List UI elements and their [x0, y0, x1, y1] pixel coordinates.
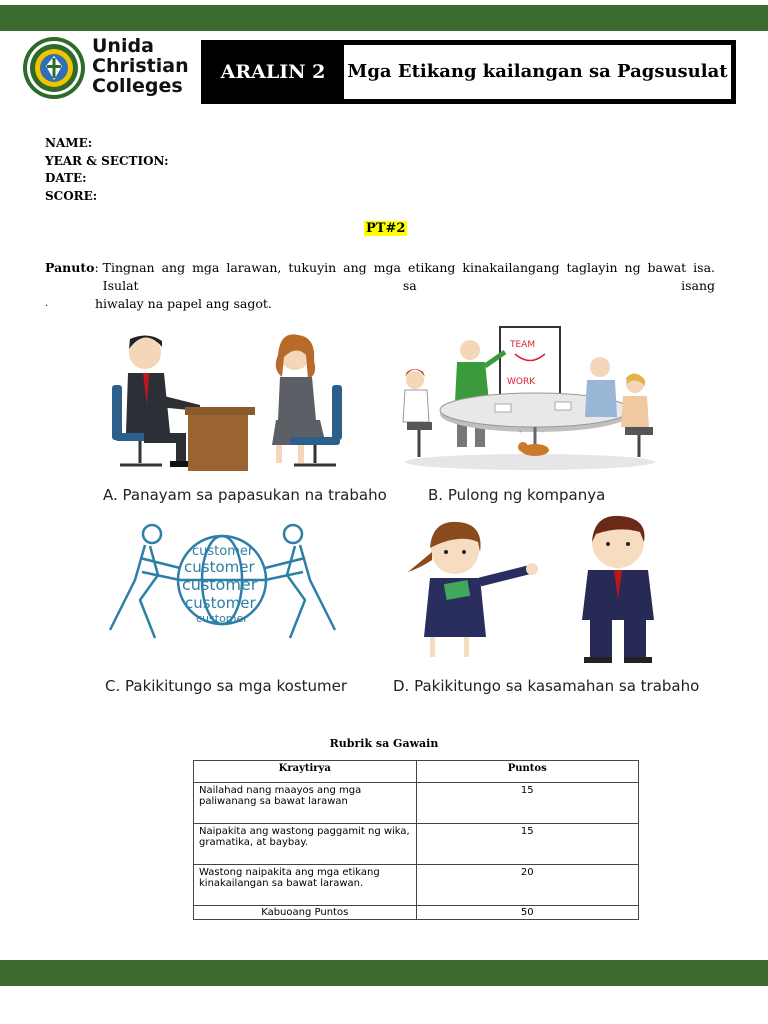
coworkers-illustration: [400, 512, 680, 667]
globe-word: customer: [196, 612, 248, 625]
student-info-fields: [45, 135, 169, 205]
customer-globe-illustration: [100, 520, 345, 650]
globe-word: customer: [185, 594, 256, 612]
field-date: DATE:: [45, 171, 87, 185]
school-name-line: Unida: [92, 35, 154, 57]
performance-task-label: PT#2: [366, 221, 406, 236]
instructions-label: Panuto: [45, 260, 95, 275]
table-row: [194, 783, 639, 824]
school-name-line: Colleges: [92, 75, 183, 97]
caption-b: B. Pulong ng kompanya: [428, 486, 606, 504]
caption-a: A. Panayam sa papasukan na trabaho: [103, 486, 387, 504]
caption-d: D. Pakikitungo sa kasamahan sa trabaho: [393, 677, 700, 695]
board-text-team: TEAM: [510, 340, 536, 350]
table-header-row: [194, 761, 639, 783]
criterion-cell: Naipakita ang wastong paggamit ng wika, gramatika, at baybay.: [194, 824, 417, 865]
top-green-band: [0, 5, 768, 31]
total-points: 50: [416, 906, 639, 920]
meeting-illustration: [395, 322, 665, 474]
globe-word: customer: [192, 544, 254, 559]
instructions-line-2: hiwalay na papel ang sagot.: [95, 296, 272, 311]
criterion-cell: Wastong naipakita ang mga etikang kinakailangan sa bawat larawan.: [194, 865, 417, 906]
instructions: Panuto : Tingnan ang mga larawan, tukuyin ang mga etikang kinakailangang taglayin ng bawat isa. Isulat sa isang hiwalay na papel ang sagot.: [45, 260, 715, 311]
total-label: Kabuoang Puntos: [194, 906, 417, 920]
interview-illustration: [100, 325, 360, 475]
caption-c: C. Pakikitungo sa mga kostumer: [105, 677, 348, 695]
school-name-line: Christian: [92, 55, 189, 77]
table-row: [194, 824, 639, 865]
column-header-criteria: Kraytirya: [194, 761, 417, 783]
field-name: NAME:: [45, 136, 93, 150]
field-score: SCORE:: [45, 188, 98, 203]
lesson-header-box: [201, 40, 736, 104]
globe-word: customer: [182, 575, 258, 594]
bottom-green-band: [0, 960, 768, 986]
criterion-cell: Nailahad nang maayos ang mga paliwanang sa bawat larawan: [194, 783, 417, 824]
table-row: [194, 865, 639, 906]
lesson-number: ARALIN 2: [220, 61, 326, 83]
board-text-work: WORK: [507, 377, 536, 387]
stray-dot: .: [45, 298, 49, 309]
points-cell: 20: [416, 865, 639, 906]
field-year-section: YEAR & SECTION:: [45, 153, 169, 168]
rubric-title: Rubrik sa Gawain: [329, 737, 439, 750]
globe-word: customer: [184, 558, 255, 576]
points-cell: 15: [416, 824, 639, 865]
instructions-line-1: Tingnan ang mga larawan, tukuyin ang mga etikang kinakailangang taglayin ng bawat isa. Isulat sa isang: [102, 260, 715, 293]
lesson-title: Mga Etikang kailangan sa Pagsusulat: [344, 45, 731, 99]
column-header-points: Puntos: [416, 761, 639, 783]
school-name: [92, 36, 189, 96]
rubric-table: [193, 760, 639, 920]
points-cell: 15: [416, 783, 639, 824]
school-seal-icon: [22, 36, 86, 100]
total-row: [194, 906, 639, 920]
